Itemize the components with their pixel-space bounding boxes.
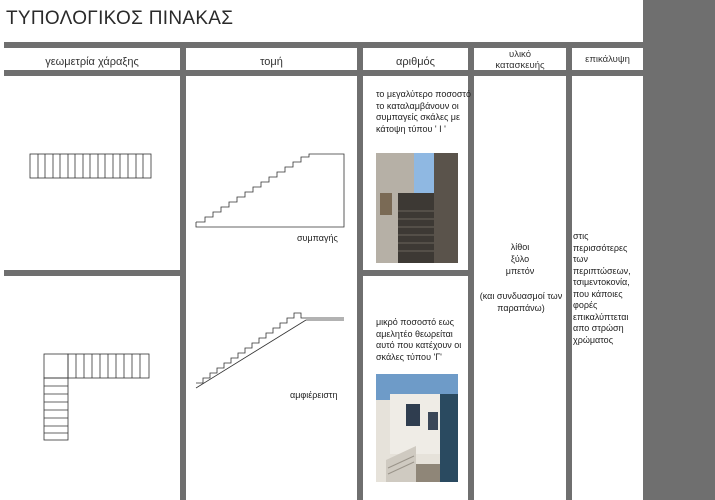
material-wood: ξύλο: [510, 254, 530, 264]
photo-l-shaped-stair: [376, 374, 458, 482]
header-material: υλικό κατασκευής: [495, 49, 545, 71]
material-concrete: μπετόν: [505, 266, 535, 276]
header-geometry: γεωμετρία χάραξης: [45, 56, 139, 68]
section-solid-label: συμπαγής: [297, 233, 338, 243]
photo-straight-stair: [376, 153, 458, 263]
header-section: τομή: [260, 56, 283, 68]
material-stone: λίθοι: [510, 242, 530, 252]
section-double-supported-label: αμφιέρειστη: [290, 390, 338, 400]
number-type2-text: μικρό ποσοστό εως αμελητέο θεωρείται αυτό που κατέχουν οι σκάλες τύπου 'Γ': [376, 317, 462, 362]
material-combinations: (και συνδυασμοί των παραπάνω): [479, 291, 563, 313]
covering-text: στις περισσότερες των περιπτώσεων, τσιμεντοκονία, που κάποιες φορές επικαλύπτεται απο στρώση χρώματος: [573, 231, 631, 345]
number-type1-text: το μεγαλύτερο ποσοστό το καταλαμβάνουν οι συμπαγείς σκάλες με κάτοψη τύπου ' Ι ': [376, 89, 471, 134]
header-number: αριθμός: [396, 56, 435, 68]
header-covering: επικάλυψη: [585, 54, 630, 65]
page-title: ΤΥΠΟΛΟΓΙΚΟΣ ΠΙΝΑΚΑΣ: [6, 8, 234, 29]
